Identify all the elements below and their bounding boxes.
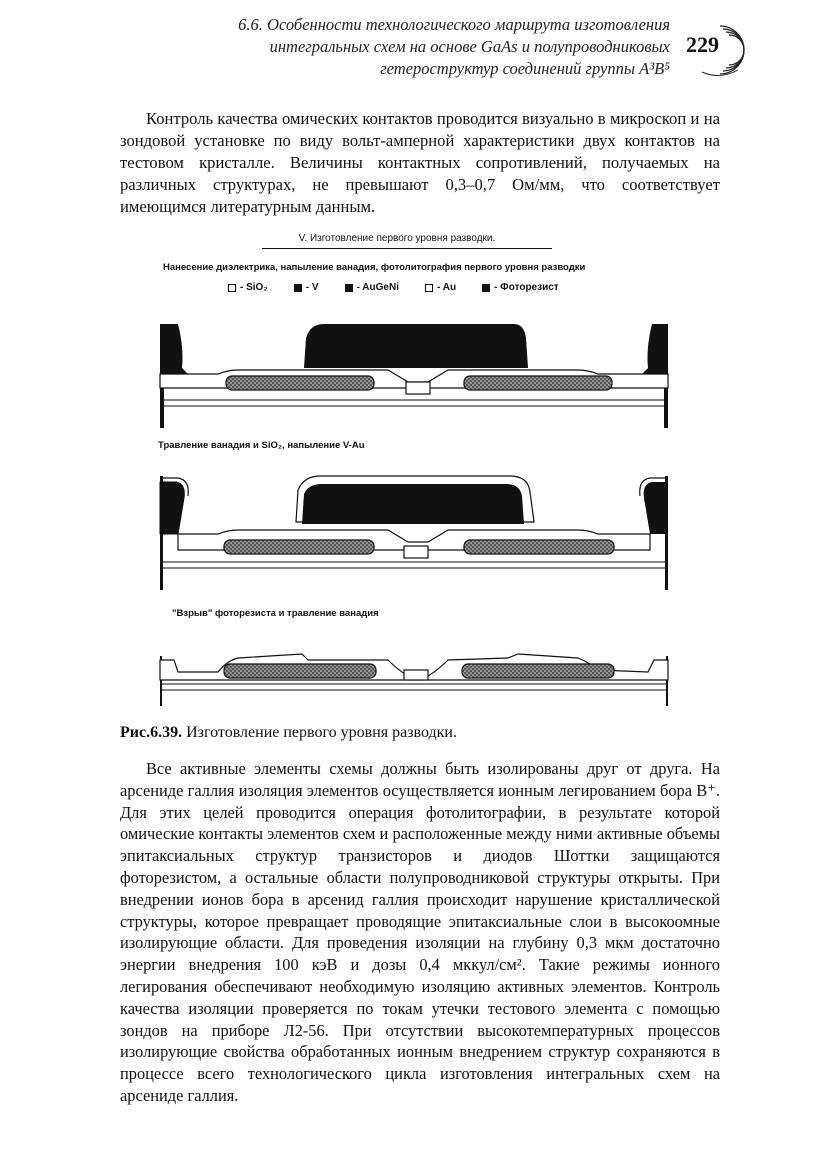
figure-title: V. Изготовление первого уровня разводки. <box>298 233 496 244</box>
legend-item-au: - Au <box>425 282 456 293</box>
legend-item-v: - V <box>294 282 319 293</box>
photoresist-left <box>160 482 184 534</box>
header-line-3: гетероструктур соединений группы A³B⁵ <box>380 59 670 78</box>
diagram-step3 <box>158 640 670 706</box>
photoresist-center <box>302 484 524 524</box>
augeni-contact-left <box>224 664 376 678</box>
page-number: 229 <box>686 32 719 57</box>
legend-item-augeni: - AuGeNi <box>345 282 399 293</box>
swatch-augeni <box>345 284 353 292</box>
page-ornament-icon <box>690 22 750 78</box>
diagram-step1 <box>158 318 670 428</box>
photoresist-right <box>644 482 668 534</box>
caption-label: Рис.6.39. <box>120 724 183 741</box>
legend-item-photoresist: - Фоторезист <box>482 282 559 293</box>
header-line-1: 6.6. Особенности технологического маршрута изготовления <box>238 15 670 34</box>
figure-title-underline <box>262 248 552 249</box>
legend <box>228 282 559 293</box>
step1-label: Нанесение диэлектрика, напыление ванадия, фотолитография первого уровня разводки <box>163 262 586 273</box>
photoresist-center <box>304 324 528 368</box>
diagram-step2 <box>158 470 670 590</box>
paragraph-2: Все активные элементы схемы должны быть изолированы друг от друга. На арсениде галлия изоляция элементов осуществляется ионным легированием бора B⁺. Для этих целей проводится операция фотолитографии, в результате которой омические контакты элементов схем и расположенные между ними активные объемы эпитаксиальных структур транзисторов и диодов Шоттки защищаются фоторезистом, а остальные области полупроводниковой структуры открыты. При внедрении ионов бора в арсенид галлия происходит нарушение кристаллической структуры, которое превращает проводящие эпитаксиальные слои в высокоомные изолирующие области. Для проведения изоляции на глубину 0,3 мкм достаточно энергии внедрения 100 кэВ и дозы 0,4 мккул/см². Такие режимы ионного легирования обеспечивают необходимую изоляцию активных элементов. Контроль качества изоляции проверяется по токам утечки тестового элемента с помощью зондов на приборе Л2-56. При отсутствии высокотемпературных процессов изолирующие свойства обработанных ионным внедрением структур сохраняются в процессе всего технологического цикла изготовления интегральных схем на арсениде галлия. <box>120 759 720 1105</box>
gate-contact <box>404 546 428 558</box>
caption-text: Изготовление первого уровня разводки. <box>186 724 457 741</box>
header-line-2: интегральных схем на основе GaAs и полупроводниковых <box>269 37 670 56</box>
running-header <box>150 14 670 80</box>
swatch-v <box>294 284 302 292</box>
gate-contact <box>404 670 428 680</box>
swatch-photoresist <box>482 284 490 292</box>
augeni-contact-left <box>226 376 374 390</box>
swatch-au <box>425 284 433 292</box>
augeni-contact-right <box>464 376 612 390</box>
figure-caption <box>120 724 457 742</box>
photoresist-right <box>642 324 668 374</box>
gate-contact <box>406 382 430 394</box>
step2-label: Травление ванадия и SiO₂, напыление V-Au <box>158 440 365 451</box>
augeni-contact-left <box>224 540 374 554</box>
paragraph-1: Контроль качества омических контактов проводится визуально в микроскоп и на зондовой установке по виду вольт-амперной характеристики двух контактов на тестовом кристалле. Величины контактных сопротивлений, получаемых на различных структурах, не превышают 0,3–0,7 Ом/мм, что соответствует имеющимся литературным данным. <box>120 109 720 216</box>
step3-label: "Взрыв" фоторезиста и травление ванадия <box>172 608 379 619</box>
augeni-contact-right <box>464 540 614 554</box>
augeni-contact-right <box>462 664 614 678</box>
legend-item-sio2: - SiO₂ <box>228 282 268 293</box>
photoresist-left <box>160 324 188 374</box>
swatch-sio2 <box>228 284 236 292</box>
